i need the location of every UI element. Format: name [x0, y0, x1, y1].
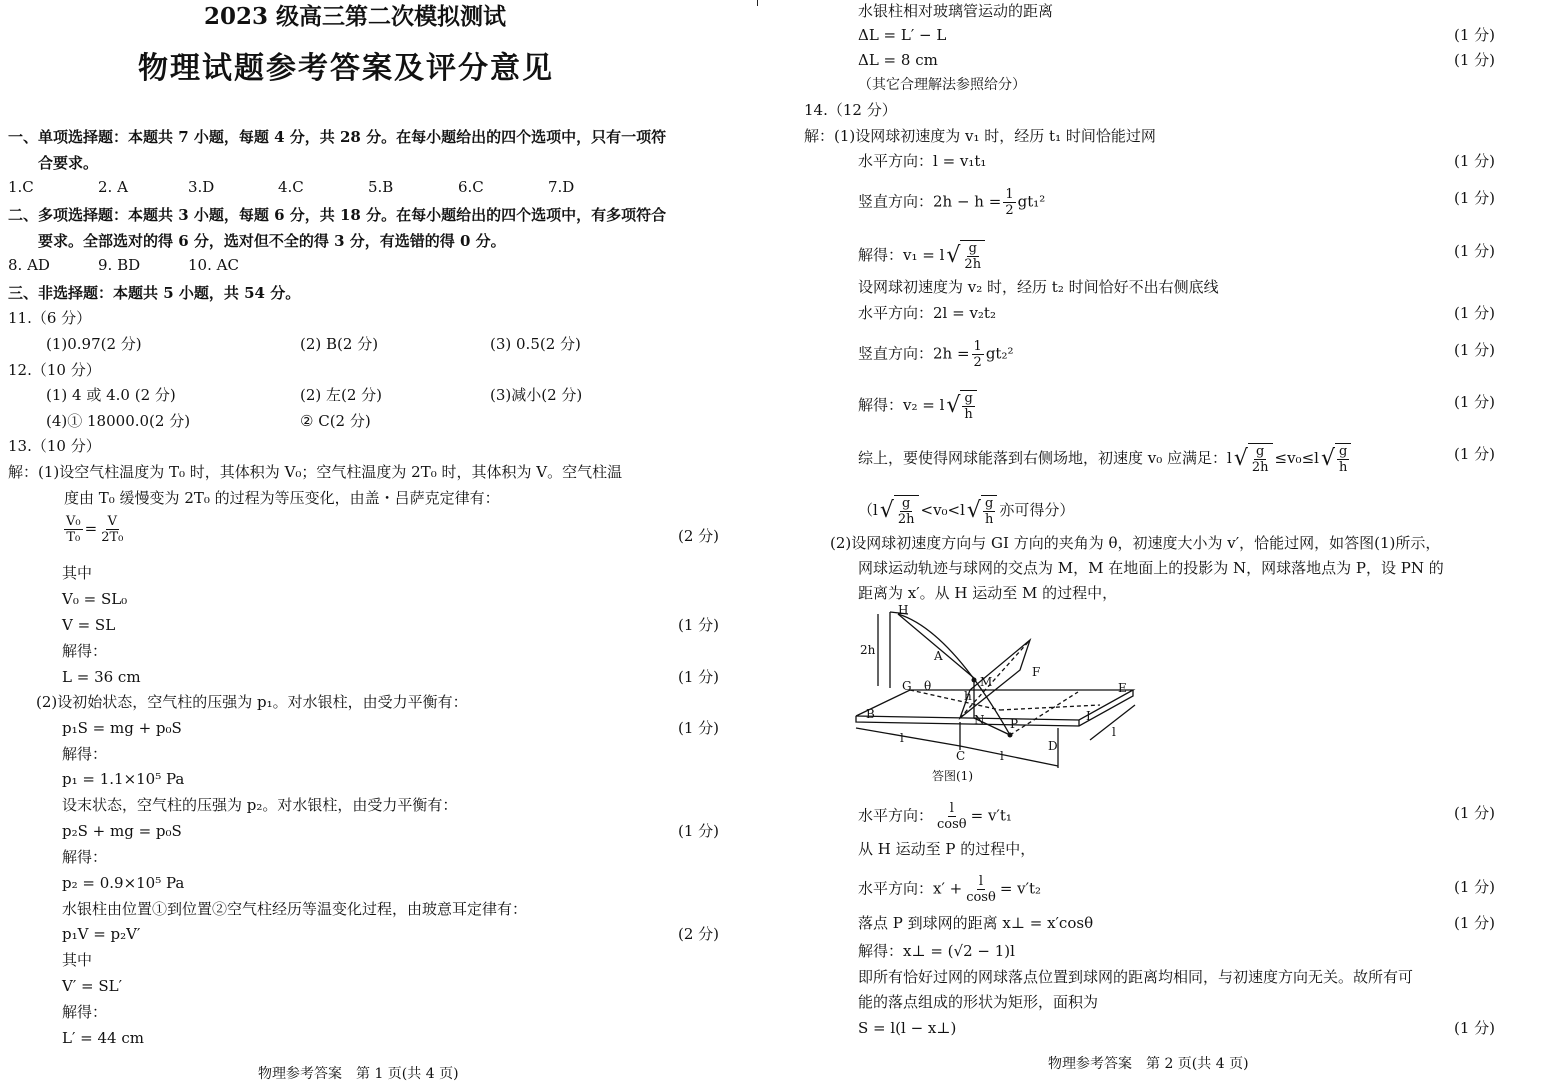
equation: L = 36 cm — [62, 668, 141, 686]
score: (1 分) — [1454, 878, 1496, 896]
equation: 水平方向：l = v₁t₁ — [858, 152, 987, 170]
fraction: $\frac{g}{2h}$ — [964, 241, 982, 272]
section-3-heading: 三、非选择题：本题共 5 小题，共 54 分。 — [8, 284, 301, 302]
note: （其它合理解法参照给分） — [858, 77, 1026, 93]
fig-label: F — [1032, 665, 1041, 679]
equation: V′ = SL′ — [62, 977, 122, 995]
mc-answer: 1.C — [8, 178, 34, 196]
q11-heading: 11.（6 分） — [8, 309, 92, 327]
multi-answer: 8. AD — [8, 256, 50, 274]
fraction: $\frac{g}{h}$ — [1338, 444, 1348, 475]
equation: 落点 P 到球网的距离 x⊥ = x′cosθ — [858, 914, 1094, 932]
q13-heading: 13.（10 分） — [8, 437, 101, 455]
text-line: 从 H 运动至 P 的过程中， — [858, 840, 1036, 858]
fig-label: I — [1086, 709, 1091, 723]
equation: 解得：v₁ = l √ $\frac{g}{2h}$ — [858, 240, 987, 272]
fraction: $\frac{l}{\cos\theta}$ — [937, 801, 967, 832]
square-root: √ $\frac{g}{2h}$ — [946, 240, 985, 272]
page-2 — [770, 0, 1544, 1080]
fig-label: E — [1118, 681, 1127, 695]
equation: 竖直方向：2h = $\frac{1}{2}$ gt₂² — [858, 339, 1014, 370]
fig-label: l — [900, 731, 904, 745]
fraction: $\frac{g}{2h}$ — [1251, 444, 1269, 475]
equation: 综上，要使得网球能落到右侧场地，初速度 v₀ 应满足：l √ $\frac{g}{2h}$ ≤v₀≤l √ $\frac{g}{h}$ — [858, 443, 1353, 475]
mc-answer: 5.B — [368, 178, 394, 196]
text-line: 能的落点组成的形状为矩形，面积为 — [858, 993, 1099, 1011]
q12-answer: ② C(2 分) — [300, 412, 371, 430]
text-line: 解：(1)设网球初速度为 v₁ 时，经历 t₁ 时间恰能过网 — [804, 127, 1156, 145]
score: (1 分) — [1454, 242, 1496, 260]
fig-label: l — [1000, 749, 1004, 763]
fraction: $\frac{1}{2}$ — [1005, 187, 1014, 218]
score: (1 分) — [678, 822, 720, 840]
text-line: 解得： — [62, 1003, 108, 1021]
text-line: 距离为 x′。从 H 运动至 M 的过程中， — [858, 584, 1118, 602]
equation: 解得：v₂ = l √ $\frac{g}{h}$ — [858, 390, 979, 422]
score: (1 分) — [678, 668, 720, 686]
equation: ΔL = L′ − L — [858, 26, 947, 44]
score: (1 分) — [1454, 304, 1496, 322]
square-root: √ $\frac{g}{h}$ — [1321, 443, 1351, 475]
score: (1 分) — [1454, 445, 1496, 463]
equation: p₂ = 0.9×10⁵ Pa — [62, 874, 185, 892]
text-line: 设末状态，空气柱的压强为 p₂。对水银柱，由受力平衡有： — [62, 796, 458, 814]
equation: 解得：x⊥ = (√2 − 1)l — [858, 942, 1015, 960]
text-line: 水银柱相对玻璃管运动的距离 — [858, 2, 1054, 20]
score: (1 分) — [1454, 189, 1496, 207]
equation: S = l(l − x⊥) — [858, 1019, 957, 1037]
gay-lussac-equation: $\frac{\text{V₀}}{\text{T₀}}$ = $\frac{V}{\text{2T₀}}$ — [66, 514, 124, 545]
q12-answer: (3)减小(2 分) — [490, 386, 583, 404]
text-line: 水银柱由位置①到位置②空气柱经历等温变化过程，由玻意耳定律有： — [62, 900, 528, 918]
equation: 竖直方向：2h − h = $\frac{1}{2}$ gt₁² — [858, 187, 1046, 218]
score: (1 分) — [1454, 51, 1496, 69]
q11-answer: (2) B(2 分) — [300, 335, 379, 353]
square-root: √ $\frac{g}{h}$ — [967, 495, 997, 527]
square-root: √ $\frac{g}{h}$ — [946, 390, 976, 422]
q13-text: 度由 T₀ 缓慢变为 2T₀ 的过程为等压变化，由盖・吕萨克定律有： — [64, 489, 500, 507]
score: (2 分) — [678, 925, 720, 943]
equation: 水平方向： $\frac{l}{\cos\theta}$ = v′t₁ — [858, 801, 1012, 832]
point-M — [972, 678, 977, 683]
section-1-heading-cont: 合要求。 — [38, 154, 99, 172]
fig-label: 2h — [860, 643, 876, 657]
equation: ΔL = 8 cm — [858, 51, 938, 69]
text-line: 其中 — [62, 564, 93, 582]
fig-label: l — [1112, 725, 1116, 739]
score: (1 分) — [1454, 26, 1496, 44]
fig-label: θ — [924, 679, 932, 693]
fig-label: G — [902, 679, 912, 693]
multi-answer: 10. AC — [188, 256, 239, 274]
mc-answer: 3.D — [188, 178, 215, 196]
equation: L′ = 44 cm — [62, 1029, 144, 1047]
score: (1 分) — [678, 719, 720, 737]
q11-answer: (3) 0.5(2 分) — [490, 335, 581, 353]
fraction: $\frac{g}{2h}$ — [897, 496, 915, 527]
text-line: 解得： — [62, 848, 108, 866]
page-divider — [757, 0, 758, 6]
score: (1 分) — [1454, 393, 1496, 411]
fig-label: N — [974, 713, 985, 727]
fraction: $\frac{g}{h}$ — [984, 496, 994, 527]
q12-answer: (4)① 18000.0(2 分) — [46, 412, 191, 430]
score: (1 分) — [1454, 341, 1496, 359]
fig-label: A — [934, 649, 943, 663]
equation: 水平方向：x′ + $\frac{l}{\cos\theta}$ = v′t₂ — [858, 874, 1042, 905]
square-root: √ $\frac{g}{2h}$ — [1234, 443, 1273, 475]
doc-title: 物理试题参考答案及评分意见 — [138, 51, 554, 86]
score: (1 分) — [678, 616, 720, 634]
square-root: √ $\frac{g}{2h}$ — [880, 495, 919, 527]
equation: 水平方向：2l = v₂t₂ — [858, 304, 996, 322]
point-P — [1008, 733, 1013, 738]
fig-label: h — [964, 689, 972, 703]
figure-caption: 答图(1) — [932, 769, 973, 783]
page-footer: 物理参考答案 第 1 页(共 4 页) — [258, 1066, 459, 1082]
fig-label: H — [898, 603, 909, 617]
mc-answer: 6.C — [458, 178, 484, 196]
multi-answer: 9. BD — [98, 256, 141, 274]
text-line: 解得： — [62, 745, 108, 763]
equation: p₁V = p₂V′ — [62, 925, 141, 943]
text-line: 设网球初速度为 v₂ 时，经历 t₂ 时间恰好不出右侧底线 — [858, 278, 1219, 296]
fraction: $\frac{V}{\text{2T₀}}$ — [101, 514, 124, 545]
q13-text: 解：(1)设空气柱温度为 T₀ 时，其体积为 V₀；空气柱温度为 2T₀ 时，其体积为 V。空气柱温 — [8, 463, 623, 481]
q12-heading: 12.（10 分） — [8, 361, 101, 379]
tennis-court-diagram — [850, 600, 1150, 790]
equation: V₀ = SL₀ — [62, 590, 128, 608]
score: (1 分) — [1454, 804, 1496, 822]
fraction: $\frac{g}{h}$ — [964, 391, 973, 422]
equation: （l √ $\frac{g}{2h}$ <v₀<l √ $\frac{g}{h}$ 亦可得分） — [858, 496, 1075, 527]
fig-label: D — [1048, 739, 1058, 753]
section-1-heading: 一、单项选择题：本题共 7 小题，每题 4 分，共 28 分。在每小题给出的四个选项中，只有一项符 — [8, 128, 667, 146]
text-line: (2)设初始状态，空气柱的压强为 p₁。对水银柱，由受力平衡有： — [36, 693, 468, 711]
q12-answer: (2) 左(2 分) — [300, 386, 383, 404]
score: (1 分) — [1454, 914, 1496, 932]
page-footer: 物理参考答案 第 2 页(共 4 页) — [1048, 1056, 1249, 1072]
equation: p₁S = mg + p₀S — [62, 719, 182, 737]
equation: p₂S + mg = p₀S — [62, 822, 182, 840]
text-line: 即所有恰好过网的网球落点位置到球网的距离均相同，与初速度方向无关。故所有可 — [858, 968, 1414, 986]
text-line: (2)设网球初速度方向与 GI 方向的夹角为 θ，初速度大小为 v′，恰能过网，如答图(1)所示， — [830, 534, 1441, 552]
q14-heading: 14.（12 分） — [804, 101, 897, 119]
equation: V = SL — [62, 616, 116, 634]
score: (1 分) — [1454, 1019, 1496, 1037]
fig-label: P — [1010, 717, 1019, 731]
mc-answer: 7.D — [548, 178, 575, 196]
section-2-heading: 二、多项选择题：本题共 3 小题，每题 6 分，共 18 分。在每小题给出的四个选项中，有多项符合 — [8, 206, 667, 224]
q12-answer: (1) 4 或 4.0 (2 分) — [46, 386, 176, 404]
fig-label: M — [980, 675, 993, 689]
fraction: $\frac{\text{V₀}}{\text{T₀}}$ — [66, 514, 81, 545]
text-line: 解得： — [62, 642, 108, 660]
score: (2 分) — [678, 527, 720, 545]
fraction: $\frac{1}{2}$ — [973, 339, 982, 370]
equation: p₁ = 1.1×10⁵ Pa — [62, 770, 185, 788]
text-line: 网球运动轨迹与球网的交点为 M，M 在地面上的投影为 N，网球落地点为 P，设 PN 的 — [858, 559, 1444, 577]
fraction: $\frac{l}{\cos\theta}$ — [966, 874, 996, 905]
page-1 — [0, 0, 758, 1080]
fig-label: B — [866, 707, 875, 721]
mc-answer: 2. A — [98, 178, 128, 196]
mc-answer: 4.C — [278, 178, 304, 196]
text-line: 其中 — [62, 951, 93, 969]
section-2-heading-cont: 要求。全部选对的得 6 分，选对但不全的得 3 分，有选错的得 0 分。 — [38, 232, 506, 250]
exam-title: 2023 级高三第二次模拟测试 — [204, 3, 507, 30]
q11-answer: (1)0.97(2 分) — [46, 335, 142, 353]
fig-label: C — [956, 749, 966, 763]
score: (1 分) — [1454, 152, 1496, 170]
